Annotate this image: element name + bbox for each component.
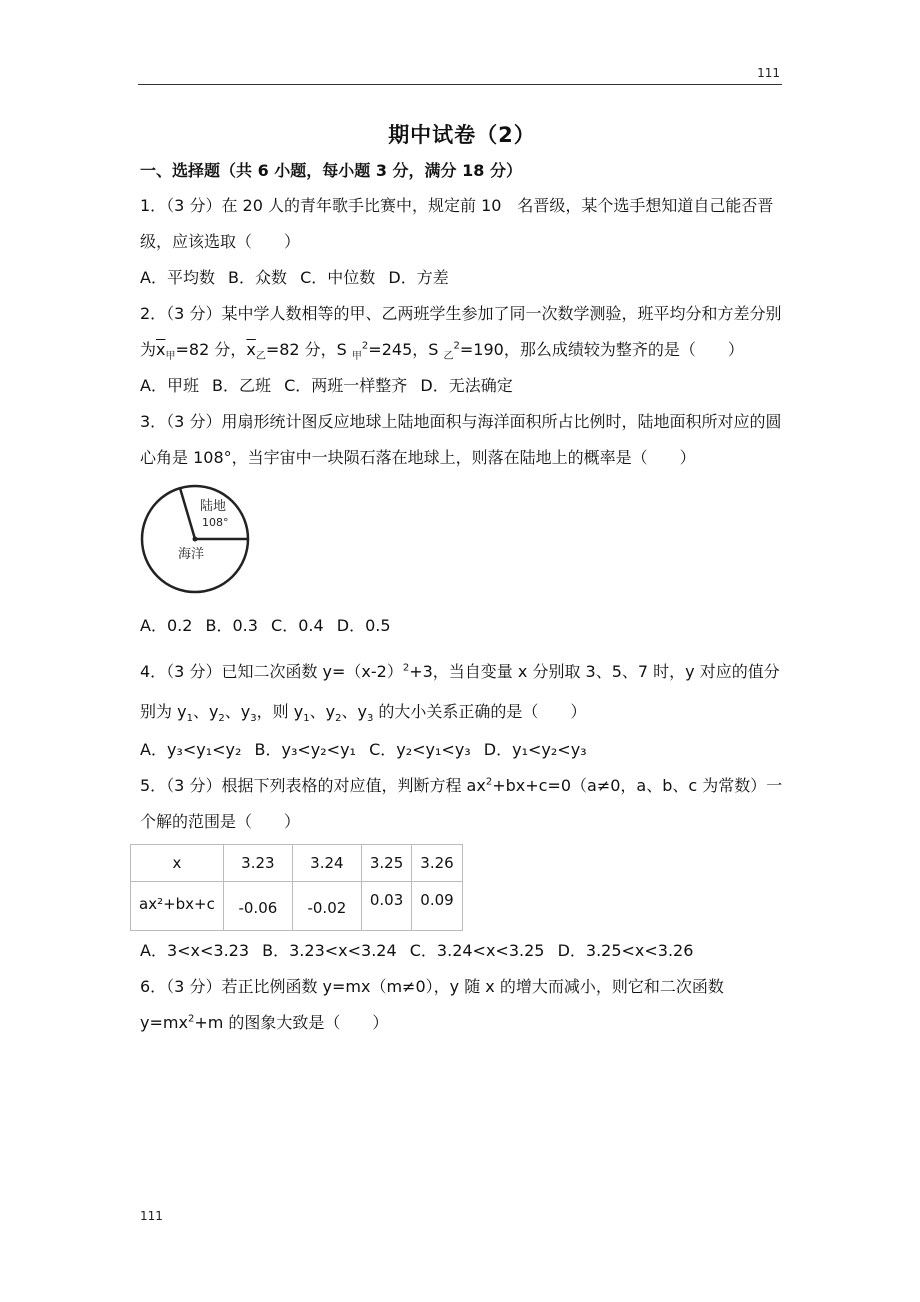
question-3-stem: 3．（3 分）用扇形统计图反应地球上陆地面积与海洋面积所占比例时，陆地面积所对应的圆心角是 108°，当宇宙中一块陨石落在地球上，则落在陆地上的概率是（ ）: [140, 412, 782, 467]
question-2-options: [140, 368, 784, 404]
question-4-stem: 4．（3 分）已知二次函数 $y=(x-2)^2+3$，当自变量 x 分别取 3、5、7 时，y 对应的值分别为 $y_1$、$y_2$、$y_3$，则 $y_1$、$y_2$、$y_3$ 的大小关系正确的是（ ）: [140, 662, 780, 725]
q1-option-d: D．方差: [388, 268, 449, 287]
mean-x-yi: $\overline{x}$: [246, 340, 256, 359]
pie-label-angle: 108°: [202, 516, 229, 529]
pie-radius-land-edge: [180, 488, 195, 539]
question-6-stem: 6．（3 分）若正比例函数 y=mx（m≠0），y 随 x 的增大而减小，则它和二次函数 $y=mx^2+m$ 的图象大致是（ ）: [140, 977, 724, 1032]
q3-option-a: A．0.2: [140, 616, 193, 635]
table-cell: ax²+bx+c: [131, 882, 224, 931]
exam-content: [140, 120, 784, 1041]
table-cell: x: [131, 845, 224, 882]
footer-page-number: 111: [140, 1209, 163, 1223]
pie-chart-figure: [140, 480, 260, 598]
q4-option-c: C．y₂<y₁<y₃: [369, 740, 471, 759]
q4-option-a: A．y₃<y₁<y₂: [140, 740, 242, 759]
page-title: 期中试卷（2）: [388, 123, 536, 147]
table-cell: 3.23: [223, 845, 292, 882]
question-5-options: [140, 933, 784, 969]
q3-option-b: B．0.3: [205, 616, 258, 635]
question-2-stem: 2．（3 分）某中学人数相等的甲、乙两班学生参加了同一次数学测验，班平均分和方差分别为$\overline{x}_甲=82$ 分，$\overline{x}_乙=82$ 分，S $_甲^2$=245，S $_乙^2$=190，那么成绩较为整齐的是（ ）: [140, 304, 782, 363]
table-cell: 3.25: [361, 845, 411, 882]
q2-option-b: B．乙班: [212, 376, 272, 395]
q1-option-a: A．平均数: [140, 268, 215, 287]
question-1-stem: 1．（3 分）在 20 人的青年歌手比赛中，规定前 10 名晋级，某个选手想知道自己能否晋级，应该选取（ ）: [140, 196, 774, 251]
q1-option-b: B．众数: [228, 268, 288, 287]
table-cell: -0.02: [292, 882, 361, 931]
mean-x-jia: $\overline{x}$: [156, 340, 166, 359]
q2-option-c: C．两班一样整齐: [284, 376, 408, 395]
table-cell: -0.06: [223, 882, 292, 931]
section-heading: 一、选择题（共 6 小题，每小题 3 分，满分 18 分）: [140, 161, 522, 180]
q4-option-d: D．y₁<y₂<y₃: [483, 740, 587, 759]
question-1-options: [140, 260, 784, 296]
q3-option-c: C．0.4: [271, 616, 324, 635]
q1-option-c: C．中位数: [300, 268, 376, 287]
q5-option-d: D．3.25<x<3.26: [557, 941, 694, 960]
q5-option-b: B．3.23<x<3.24: [262, 941, 397, 960]
header-page-number: 111: [757, 66, 780, 80]
q4-option-b: B．y₃<y₂<y₁: [254, 740, 356, 759]
q2-option-a: A．甲班: [140, 376, 199, 395]
q3-option-d: D．0.5: [336, 616, 391, 635]
table-cell: 3.26: [412, 845, 462, 882]
question-4-options: [140, 732, 784, 768]
q2-option-d: D．无法确定: [420, 376, 513, 395]
header-rule: [138, 84, 782, 85]
q5-option-a: A．3<x<3.23: [140, 941, 250, 960]
pie-center-dot: [193, 537, 198, 542]
pie-label-land: 陆地: [200, 499, 227, 514]
question-5-stem: 5．（3 分）根据下列表格的对应值，判断方程 $ax^2+bx+c=0(a\ne 0$，a、b、c 为常数）一个解的范围是（ ）: [140, 776, 783, 831]
table-cell: 0.03: [361, 882, 411, 931]
question-3-options: [140, 608, 784, 644]
table-cell: 3.24: [292, 845, 361, 882]
value-table: [130, 844, 463, 931]
table-cell: 0.09: [412, 882, 462, 931]
table-row-y: [131, 882, 463, 931]
table-row-x: [131, 845, 463, 882]
q5-option-c: C．3.24<x<3.25: [409, 941, 545, 960]
pie-label-ocean: 海洋: [178, 547, 205, 562]
